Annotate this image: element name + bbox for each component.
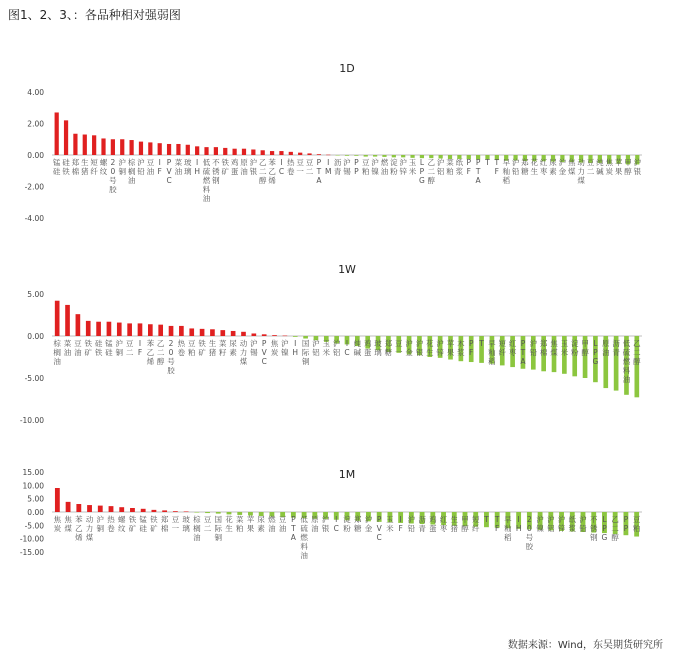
category-label: I F xyxy=(157,158,162,176)
bar xyxy=(233,149,237,155)
bar xyxy=(55,301,60,336)
bar xyxy=(345,155,349,156)
bar xyxy=(204,147,208,155)
category-label: 低硫燃料油 xyxy=(202,158,211,203)
bar xyxy=(298,153,302,155)
category-label: P F xyxy=(466,158,472,176)
category-label: 甲醇 xyxy=(461,515,469,533)
category-label: I C xyxy=(333,515,339,533)
bar xyxy=(279,151,283,155)
y-tick-label: 10.00 xyxy=(22,481,44,491)
y-tick-label: 4.00 xyxy=(27,88,44,97)
category-label: 豆粕 xyxy=(632,515,641,533)
category-label: I F xyxy=(398,515,403,533)
category-label: 沪铜 xyxy=(115,339,124,357)
category-label: 菜粕 xyxy=(446,158,454,176)
y-tick-label: 15.00 xyxy=(22,468,44,477)
category-label: 菜粕 xyxy=(235,515,244,533)
category-label: 苹果 xyxy=(446,339,455,357)
category-label: 沥青 xyxy=(333,158,342,176)
category-label: I C xyxy=(344,339,350,357)
figure-title: 图1、2、3、：各品种相对强弱图 xyxy=(8,8,181,22)
chart-title: 1M xyxy=(338,468,356,481)
category-label: 焦煤 xyxy=(64,515,72,533)
category-label: P F xyxy=(468,339,474,357)
category-label: 动力煤 xyxy=(577,158,585,185)
category-label: 早籼稻 xyxy=(502,158,510,185)
category-label: 乙二醇 xyxy=(156,339,165,366)
category-label: 苹果 xyxy=(614,158,623,176)
category-label: 花生 xyxy=(225,515,233,533)
category-label: 豆油 xyxy=(74,339,82,357)
category-label: 不锈钢 xyxy=(589,515,598,542)
category-label: 焦炭 xyxy=(270,339,279,357)
category-label: 沪锌 xyxy=(399,158,407,176)
bar xyxy=(241,332,246,336)
category-label: 纸浆 xyxy=(455,158,464,176)
category-label: T F xyxy=(494,515,500,533)
category-label: 焦炭 xyxy=(605,158,613,176)
y-tick-label: -4.00 xyxy=(24,214,44,223)
category-label: 锰硅 xyxy=(139,515,147,533)
category-label: 沪铅 xyxy=(407,515,416,533)
category-label: L P G xyxy=(419,158,425,185)
category-label: P T A xyxy=(316,158,322,185)
category-label: 菜油 xyxy=(63,339,72,357)
category-label: 菜籽 xyxy=(219,339,227,357)
category-label: 郑糖 xyxy=(521,158,529,176)
chart-title: 1W xyxy=(338,263,356,276)
category-label: 淀粉 xyxy=(343,515,351,533)
category-label: 郑糖 xyxy=(384,339,393,357)
category-label: P V C xyxy=(376,515,382,542)
category-label: 甲醇 xyxy=(624,158,632,176)
bar xyxy=(109,506,114,512)
category-label: 乙二醇 xyxy=(633,339,641,366)
category-label: 豆油 xyxy=(146,158,155,176)
chart-title: 1D xyxy=(339,62,355,75)
category-label: P T A xyxy=(290,515,296,542)
bar xyxy=(138,323,143,336)
bar xyxy=(401,155,405,157)
category-label: 玻璃 xyxy=(184,158,192,176)
category-label: 螺纹 xyxy=(117,515,126,533)
bar xyxy=(200,329,205,336)
category-label: 玻璃 xyxy=(374,339,382,357)
category-label: 铁矿 xyxy=(84,339,92,357)
bar xyxy=(55,112,59,155)
category-label: 乙二醇 xyxy=(258,158,267,185)
category-label: 沪银 xyxy=(249,158,258,176)
category-label: 焦煤 xyxy=(550,339,558,357)
category-label: 尿素 xyxy=(257,515,265,533)
data-source-note: 数据来源：Wind，东吴期货研究所 xyxy=(507,640,663,651)
category-label: 国际铜 xyxy=(301,339,310,366)
category-label: 沪镍 xyxy=(371,158,379,176)
category-label: 花生 xyxy=(426,339,434,357)
category-label: 生猪 xyxy=(81,158,89,176)
category-label: 纸浆 xyxy=(568,515,577,533)
category-label: 短纤 xyxy=(498,339,507,357)
category-label: 沪铝 xyxy=(332,339,341,357)
category-label: 苹果 xyxy=(246,515,255,533)
category-label: 锰硅 xyxy=(52,158,61,176)
category-label: 螺纹 xyxy=(99,158,108,176)
category-label: 豆一 xyxy=(395,339,403,357)
category-label: 苯乙烯 xyxy=(268,158,276,185)
category-label: T xyxy=(484,515,489,524)
bar xyxy=(76,314,81,336)
category-label: 沪锡 xyxy=(343,158,351,176)
bar xyxy=(373,155,377,157)
category-label: 棕榈油 xyxy=(127,158,136,185)
category-label: 豆粕 xyxy=(187,339,196,357)
category-label: 沪银 xyxy=(321,515,330,533)
y-tick-label: 2.00 xyxy=(27,119,44,129)
category-label: 铁矿 xyxy=(150,515,158,533)
bar xyxy=(127,323,132,336)
category-label: P P xyxy=(623,515,629,533)
bar xyxy=(139,142,143,155)
category-label: 沪铜 xyxy=(118,158,126,176)
category-label: 生猪 xyxy=(208,339,217,357)
category-label: 豆二 xyxy=(125,339,134,357)
bar xyxy=(167,144,171,155)
category-label: 花生 xyxy=(530,158,539,176)
category-label: 玉米 xyxy=(322,339,331,357)
category-label: 2 0 号胶 xyxy=(109,158,117,194)
bar xyxy=(214,147,218,155)
bar xyxy=(151,510,156,512)
category-label: 铁矿 xyxy=(221,158,230,176)
category-label: 乙二醇 xyxy=(611,515,619,542)
bar xyxy=(96,322,101,336)
bar xyxy=(73,134,77,155)
category-label: 沪银 xyxy=(415,339,424,357)
bar xyxy=(76,504,81,512)
y-tick-label: -5.00 xyxy=(24,374,44,383)
category-label: 不锈钢 xyxy=(212,158,220,185)
bar xyxy=(64,120,68,155)
category-label: P P xyxy=(354,158,359,176)
category-label: 玉米 xyxy=(408,158,417,176)
category-label: 生猪 xyxy=(450,515,459,533)
category-label: 原油 xyxy=(602,339,610,357)
y-tick-label: -15.00 xyxy=(19,548,44,557)
category-label: 玉米 xyxy=(560,339,569,357)
bar xyxy=(392,155,396,157)
bar xyxy=(66,502,71,512)
bar xyxy=(98,506,103,512)
bar xyxy=(55,488,60,512)
category-label: 沪铅 xyxy=(579,515,587,533)
bar xyxy=(307,153,311,155)
y-tick-label: 0.00 xyxy=(27,151,44,160)
category-label: 淀粉 xyxy=(570,339,579,357)
bar xyxy=(354,155,358,156)
category-label: 热卷 xyxy=(177,339,186,357)
bar xyxy=(129,140,133,155)
category-label: 2 0 号胶 xyxy=(525,515,534,551)
bar xyxy=(173,511,178,512)
category-label: I M xyxy=(325,158,332,176)
bar xyxy=(184,511,189,512)
category-label: 玉米 xyxy=(386,515,394,533)
bar xyxy=(382,155,386,157)
category-label: 早籼稻 xyxy=(504,515,512,542)
category-label: 沪铝 xyxy=(547,515,555,533)
category-label: 沪铅 xyxy=(511,158,520,176)
category-label: 郑棉 xyxy=(160,515,169,533)
category-label: 沪锡 xyxy=(250,339,258,357)
bar xyxy=(210,329,215,336)
bar xyxy=(194,512,199,513)
category-label: 红枣 xyxy=(539,158,548,176)
category-label: 沥青 xyxy=(612,339,620,357)
category-label: 鸡蛋 xyxy=(429,515,437,533)
category-label: 甲醇 xyxy=(581,339,589,357)
category-label: 豆油 xyxy=(278,515,287,533)
category-label: 沪铝 xyxy=(436,158,445,176)
category-label: 低硫燃料油 xyxy=(300,515,308,560)
bar xyxy=(169,326,174,336)
category-label: 焦炭 xyxy=(53,515,62,533)
category-label: 沥青 xyxy=(418,515,426,533)
bar xyxy=(205,512,210,513)
category-label: 2 0 号胶 xyxy=(167,339,175,375)
bar xyxy=(231,331,236,336)
category-label: I H xyxy=(292,339,299,357)
bar xyxy=(101,138,105,155)
bar xyxy=(86,321,91,336)
category-label: 苯乙烯 xyxy=(75,515,83,542)
category-label: I C xyxy=(278,158,285,176)
y-tick-label: 0.00 xyxy=(27,508,44,517)
bar xyxy=(119,507,124,512)
category-label: 沪银 xyxy=(633,158,642,176)
category-label: 豆二 xyxy=(305,158,314,176)
bar xyxy=(65,305,70,336)
bar xyxy=(148,324,153,336)
category-label: 豆一 xyxy=(296,158,304,176)
category-label: 鸡蛋 xyxy=(363,339,372,357)
bar xyxy=(186,145,190,155)
bar xyxy=(83,135,87,155)
category-label: 沪铅 xyxy=(529,339,538,357)
y-tick-label: 5.00 xyxy=(27,494,44,504)
bar xyxy=(148,142,152,155)
category-label: 铁矿 xyxy=(198,339,206,357)
category-label: 棕榈油 xyxy=(53,339,61,366)
category-label: 纯碱 xyxy=(596,158,604,176)
category-label: P T A xyxy=(520,339,526,366)
category-label: 硅铁 xyxy=(62,158,70,176)
category-label: 尿素 xyxy=(549,158,557,176)
bar xyxy=(162,510,167,512)
category-label: 动力煤 xyxy=(85,515,94,542)
category-label: 乙二醇 xyxy=(427,158,436,185)
category-label: 菜油 xyxy=(174,158,183,176)
category-label: I H xyxy=(515,515,522,533)
category-label: 燃油 xyxy=(380,158,389,176)
category-label: 原油 xyxy=(311,515,319,533)
category-label: 热卷 xyxy=(287,158,295,176)
bar xyxy=(176,144,180,155)
bar xyxy=(216,512,221,514)
category-label: I F xyxy=(137,339,143,357)
category-label: T xyxy=(485,158,490,167)
category-label: 动力煤 xyxy=(239,339,248,366)
category-label: 原油 xyxy=(240,158,248,176)
category-label: 沪镍 xyxy=(536,515,544,533)
category-label: 红枣 xyxy=(439,515,448,533)
category-label: 郑糖 xyxy=(353,515,362,533)
bar xyxy=(195,146,199,155)
category-label: P V C xyxy=(261,339,267,366)
bar xyxy=(252,333,257,336)
category-label: 豆二 xyxy=(586,158,595,176)
category-label: 沪金 xyxy=(364,515,373,533)
y-tick-label: -10.00 xyxy=(19,416,44,425)
bar xyxy=(189,328,194,336)
category-label: 沪锌 xyxy=(557,515,566,533)
category-label: 棕榈油 xyxy=(193,515,201,542)
bar xyxy=(364,155,368,157)
category-label: 早籼稻 xyxy=(488,339,496,366)
category-label: 红枣 xyxy=(508,339,517,357)
category-label: P T A xyxy=(475,158,481,185)
category-label: I H xyxy=(194,158,200,176)
bar xyxy=(242,149,246,155)
bar xyxy=(158,325,163,336)
category-label: 郑棉 xyxy=(539,339,548,357)
bar xyxy=(223,148,227,155)
category-label: 沪金 xyxy=(405,339,413,357)
category-label: 淀粉 xyxy=(390,158,398,176)
bar xyxy=(179,326,184,336)
bar xyxy=(251,149,255,155)
bar xyxy=(317,154,321,155)
bar xyxy=(130,508,135,512)
category-label: 鸡蛋 xyxy=(230,158,239,176)
category-label: 燃油 xyxy=(268,515,276,533)
y-tick-label: -10.00 xyxy=(19,534,44,544)
category-label: 锰硅 xyxy=(105,339,113,357)
category-label: 玻璃 xyxy=(182,515,190,533)
category-label: L P G xyxy=(592,339,599,366)
bar xyxy=(262,334,267,336)
category-label: 沪铜 xyxy=(96,515,105,533)
category-label: T F xyxy=(494,158,500,176)
category-label: 郑棉 xyxy=(71,158,80,176)
category-label: T xyxy=(479,339,484,348)
bar xyxy=(261,150,265,155)
bar xyxy=(272,335,277,336)
category-label: P V C xyxy=(166,158,172,185)
category-label: 豆粕 xyxy=(361,158,370,176)
category-label: 硅铁 xyxy=(94,339,103,357)
y-tick-label: 0.00 xyxy=(27,332,44,341)
bar xyxy=(111,139,115,155)
y-tick-label: -5.00 xyxy=(24,521,44,531)
category-label: 热卷 xyxy=(107,515,115,533)
category-label: 沪锌 xyxy=(436,339,444,357)
bar xyxy=(141,509,146,512)
category-label: 短纤 xyxy=(471,515,480,533)
bar xyxy=(293,336,298,337)
bar xyxy=(87,505,92,512)
category-label: 苯乙烯 xyxy=(146,339,155,366)
category-label: 低硫燃料油 xyxy=(622,339,631,384)
bar xyxy=(120,139,124,155)
category-label: 沪铅 xyxy=(137,158,145,176)
bar xyxy=(283,336,288,337)
bar xyxy=(326,155,330,156)
category-label: 豆一 xyxy=(171,515,180,533)
bar xyxy=(220,330,225,336)
category-label: 木浆 xyxy=(457,339,465,357)
category-label: 豆二 xyxy=(203,515,212,533)
category-label: 短纤 xyxy=(90,158,98,176)
bar xyxy=(158,143,162,155)
bar xyxy=(107,322,112,336)
bar xyxy=(289,152,293,155)
bar xyxy=(92,135,96,155)
category-label: 焦煤 xyxy=(568,158,576,176)
category-label: 国际铜 xyxy=(214,515,223,542)
bar xyxy=(336,155,340,156)
category-label: 沪铝 xyxy=(312,339,320,357)
category-label: 纯碱 xyxy=(353,339,362,357)
bar xyxy=(117,323,122,336)
category-label: 铁矿 xyxy=(128,515,137,533)
y-tick-label: 5.00 xyxy=(27,290,44,299)
category-label: 沪金 xyxy=(558,158,567,176)
category-label: 尿素 xyxy=(229,339,237,357)
category-label: 沪镍 xyxy=(281,339,289,357)
bar xyxy=(270,151,274,155)
y-tick-label: -2.00 xyxy=(24,182,44,192)
category-label: L P G xyxy=(601,515,608,542)
